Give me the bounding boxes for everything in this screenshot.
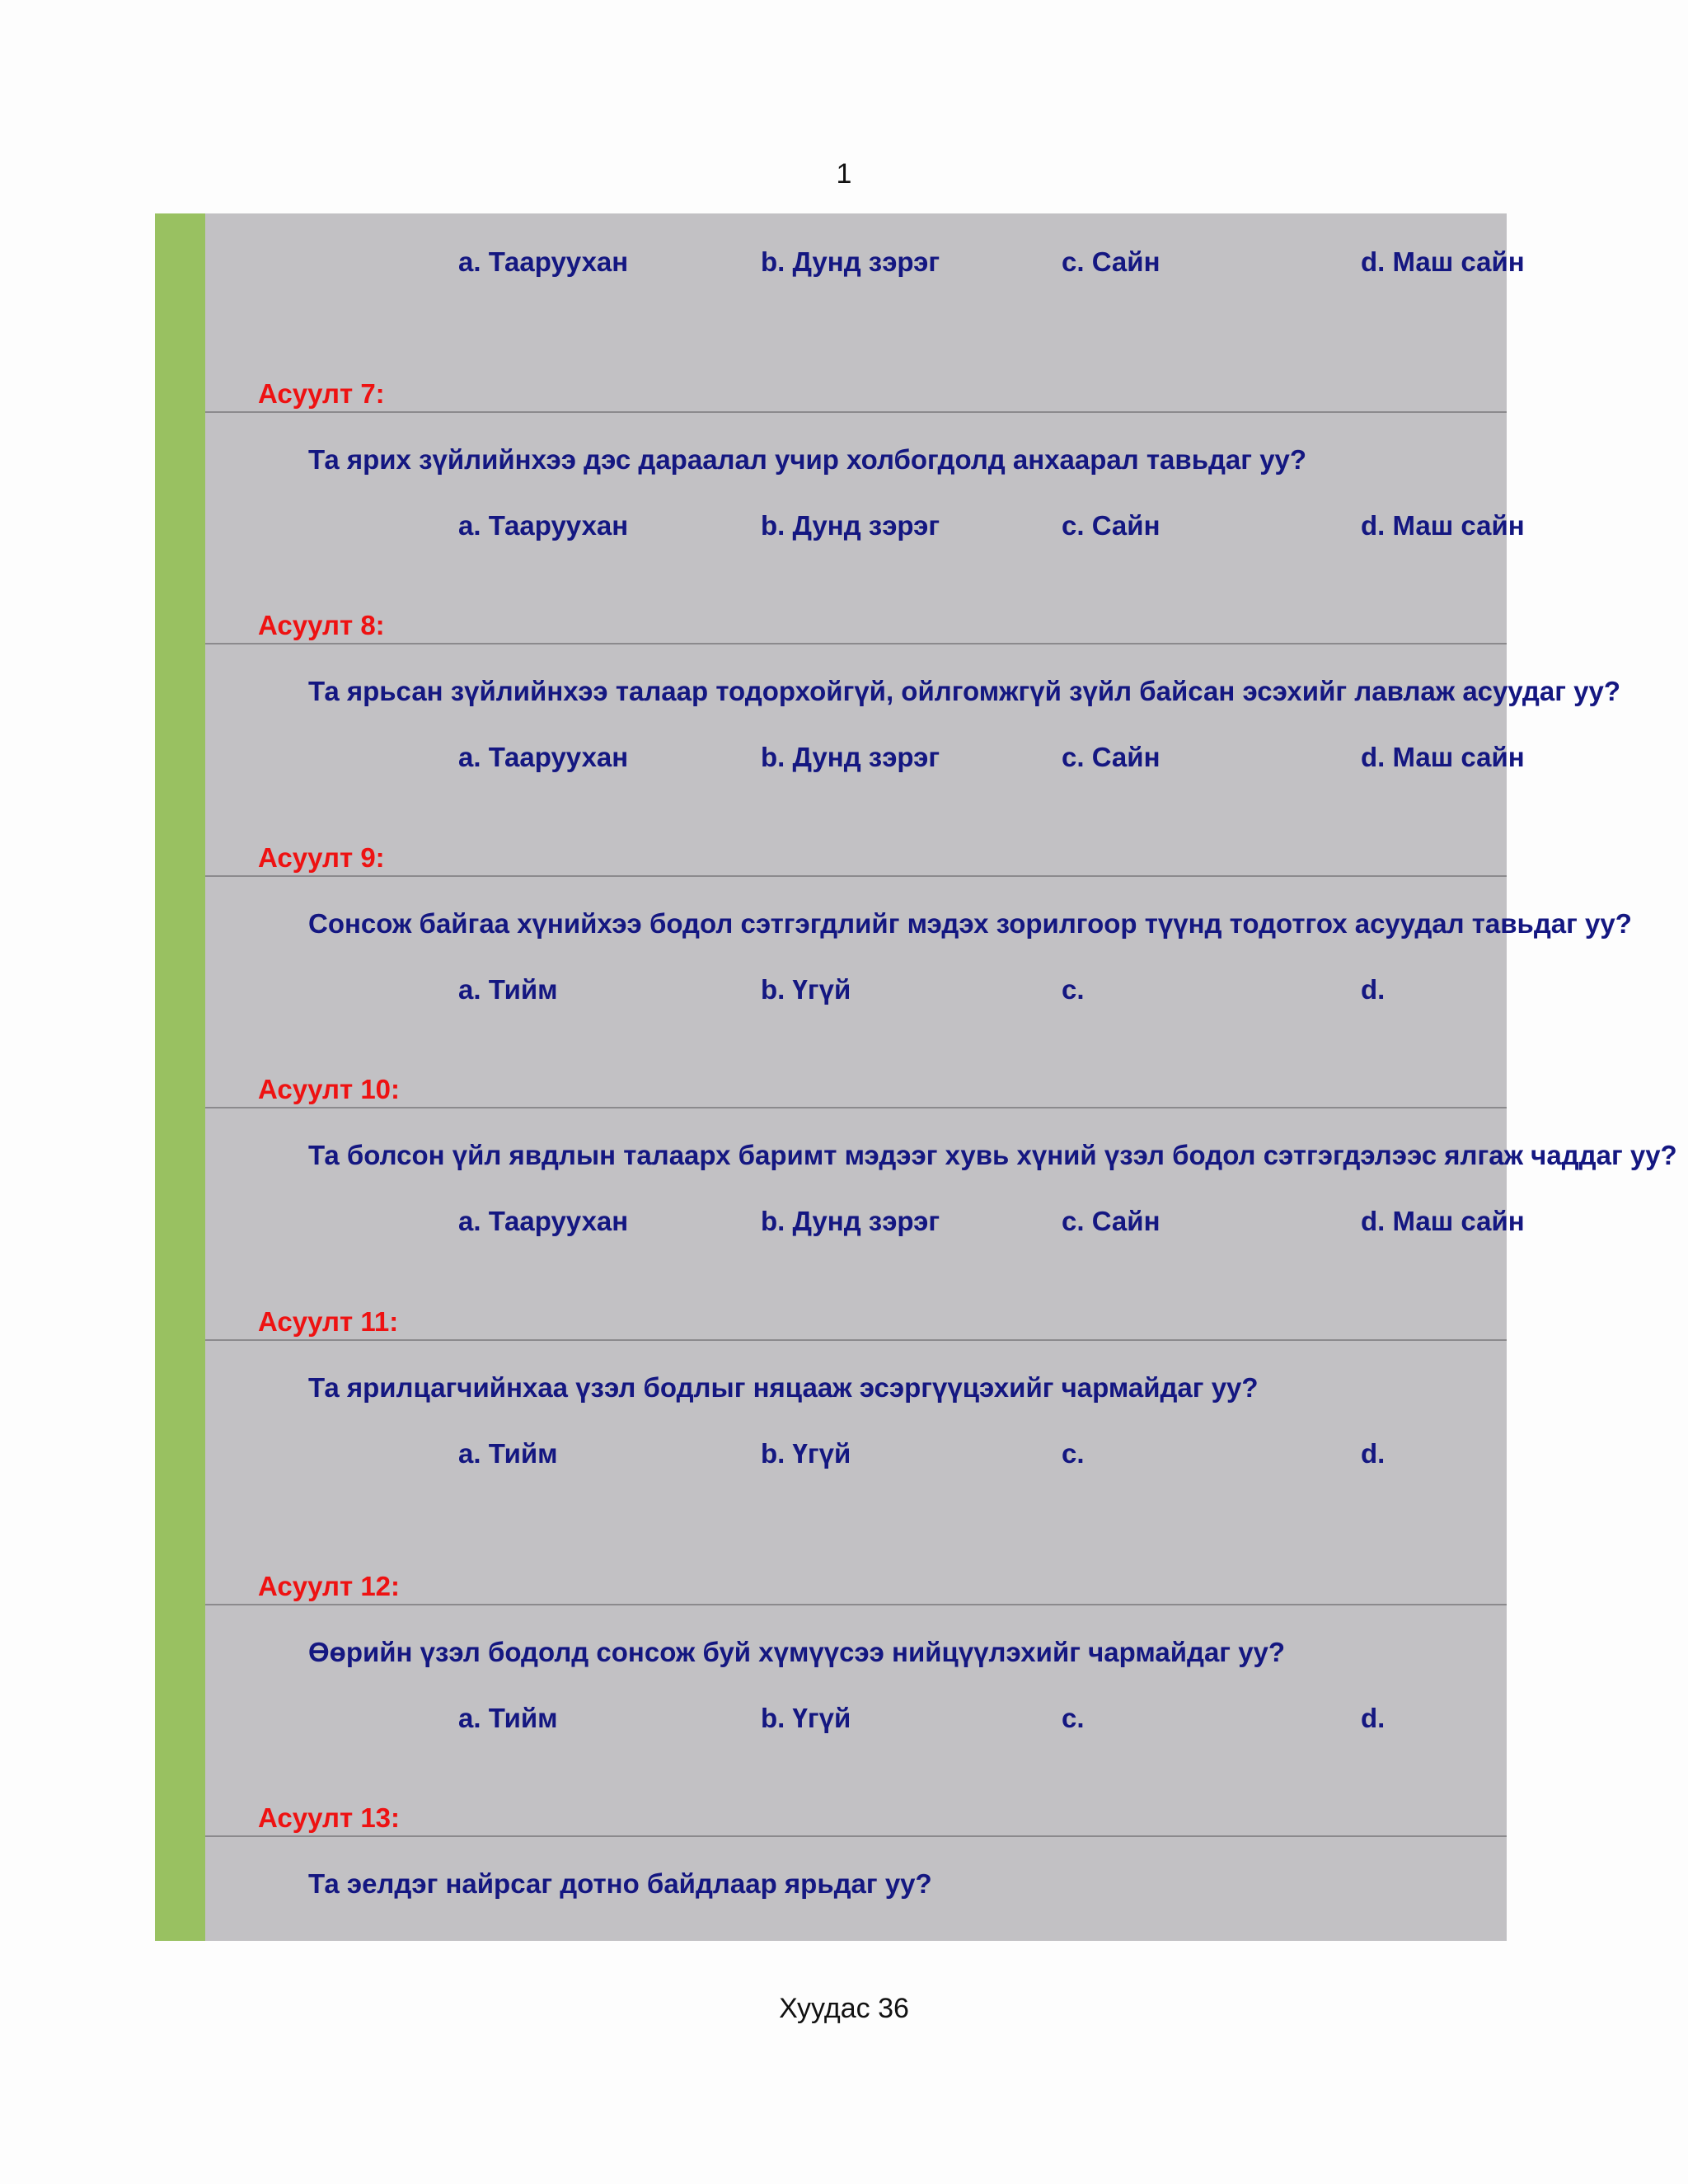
divider	[205, 875, 1507, 877]
option-d[interactable]: d.	[1361, 1438, 1386, 1469]
option-d[interactable]: d. Маш сайн	[1361, 742, 1525, 772]
option-c[interactable]: c.	[1062, 1438, 1085, 1469]
option-a[interactable]: a. Тийм	[458, 1438, 558, 1469]
question-text-10: Та болсон үйл явдлын талаарх баримт мэдээг хувь хүний үзэл бодол сэтгэгдэлээс ялгаж чаддаг уу?	[308, 1140, 1677, 1170]
option-d[interactable]: d.	[1361, 974, 1386, 1005]
option-b[interactable]: b. Дунд зэрэг	[761, 246, 940, 277]
option-c[interactable]: c. Сайн	[1062, 246, 1160, 277]
divider	[205, 1835, 1507, 1837]
option-c[interactable]: c. Сайн	[1062, 742, 1160, 772]
question-label-10: Асуулт 10:	[258, 1074, 401, 1104]
divider	[205, 1604, 1507, 1605]
page-number-top: 1	[836, 158, 852, 190]
question-label-9: Асуулт 9:	[258, 842, 385, 873]
option-d[interactable]: d. Маш сайн	[1361, 1206, 1525, 1236]
question-label-13: Асуулт 13:	[258, 1802, 401, 1833]
question-label-12: Асуулт 12:	[258, 1571, 401, 1601]
answer-options-q9	[155, 974, 1507, 1010]
answer-options-q11	[155, 1438, 1507, 1474]
option-a[interactable]: a. Тааруухан	[458, 246, 629, 277]
option-a[interactable]: a. Тийм	[458, 974, 558, 1005]
question-label-7: Асуулт 7:	[258, 378, 385, 409]
option-c[interactable]: c. Сайн	[1062, 510, 1160, 541]
page-footer: Хуудас 36	[779, 1993, 909, 2024]
question-label-11: Асуулт 11:	[258, 1306, 399, 1337]
option-b[interactable]: b. Үгүй	[761, 1438, 851, 1469]
option-a[interactable]: a. Тааруухан	[458, 1206, 629, 1236]
option-d[interactable]: d. Маш сайн	[1361, 246, 1525, 277]
option-c[interactable]: c.	[1062, 974, 1085, 1005]
option-d[interactable]: d. Маш сайн	[1361, 510, 1525, 541]
question-text-8: Та ярьсан зүйлийнхээ талаар тодорхойгүй, ойлгомжгүй зүйл байсан эсэхийг лавлаж асуудаг уу?	[308, 676, 1620, 706]
option-c[interactable]: c. Сайн	[1062, 1206, 1160, 1236]
option-b[interactable]: b. Дунд зэрэг	[761, 510, 940, 541]
questionnaire-panel	[155, 213, 1677, 1941]
question-text-13: Та эелдэг найрсаг дотно байдлаар ярьдаг уу?	[308, 1868, 932, 1899]
divider	[205, 411, 1507, 413]
option-b[interactable]: b. Үгүй	[761, 974, 851, 1005]
sidebar-accent-bar	[155, 213, 205, 1941]
option-b[interactable]: b. Дунд зэрэг	[761, 742, 940, 772]
divider	[205, 1107, 1507, 1108]
divider	[205, 1339, 1507, 1341]
question-text-9: Сонсож байгаа хүнийхээ бодол сэтгэгдлийг мэдэх зорилгоор түүнд тодотгох асуудал тавьдаг уу?	[308, 908, 1632, 939]
question-label-8: Асуулт 8:	[258, 610, 385, 640]
divider	[205, 643, 1507, 644]
answer-options-q12	[155, 1703, 1507, 1739]
option-a[interactable]: a. Тийм	[458, 1703, 558, 1733]
option-d[interactable]: d.	[1361, 1703, 1386, 1733]
answer-options-q10	[155, 1206, 1525, 1242]
question-text-7: Та ярих зүйлийнхээ дэс дараалал учир холбогдолд анхаарал тавьдаг уу?	[308, 444, 1307, 475]
answer-options-q7	[155, 510, 1525, 546]
question-text-12: Өөрийн үзэл бодолд сонсож буй хүмүүсээ нийцүүлэхийг чармайдаг уу?	[308, 1637, 1286, 1667]
question-text-11: Та ярилцагчийнхаа үзэл бодлыг няцааж эсэргүүцэхийг чармайдаг уу?	[308, 1372, 1259, 1403]
option-b[interactable]: b. Үгүй	[761, 1703, 851, 1733]
option-b[interactable]: b. Дунд зэрэг	[761, 1206, 940, 1236]
option-a[interactable]: a. Тааруухан	[458, 742, 629, 772]
option-a[interactable]: a. Тааруухан	[458, 510, 629, 541]
answer-options-q8	[155, 742, 1525, 778]
option-c[interactable]: c.	[1062, 1703, 1085, 1733]
answer-options-q6	[155, 246, 1525, 283]
